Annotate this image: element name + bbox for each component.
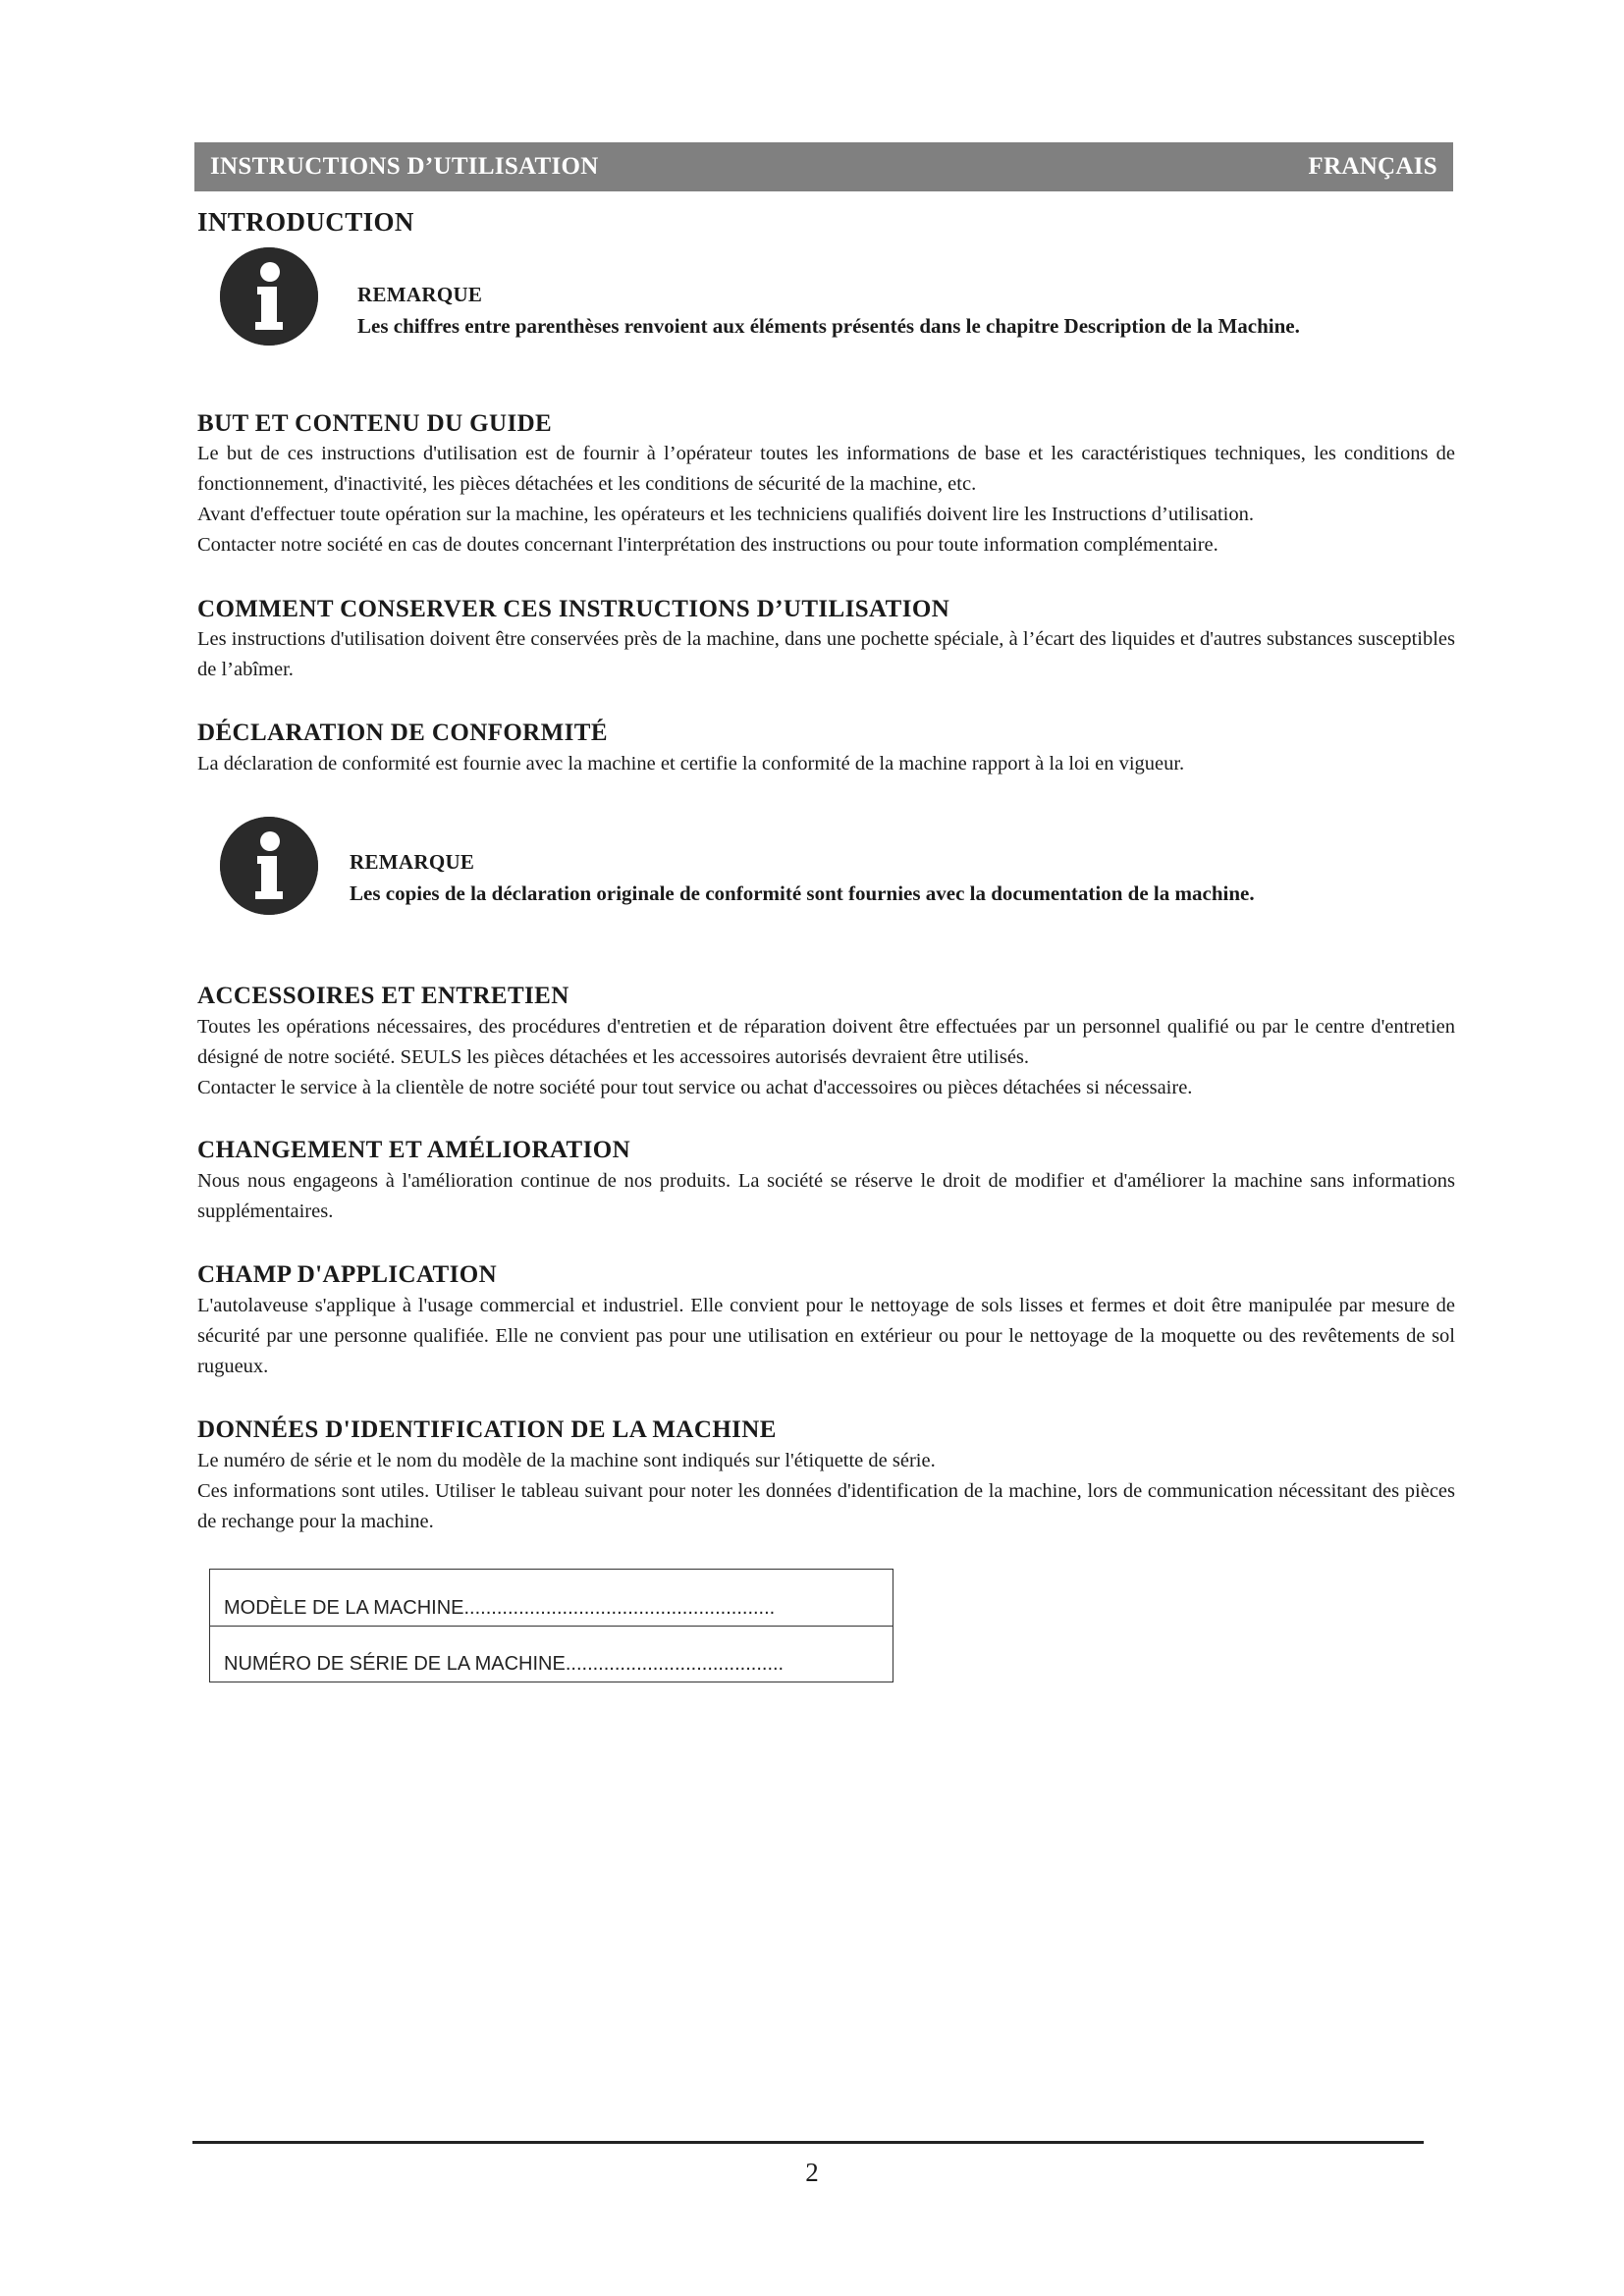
paragraph: Contacter le service à la clientèle de notre société pour tout service ou achat d'accessoires ou pièces détachées si nécessaire. <box>197 1077 1193 1098</box>
info-icon <box>220 247 318 346</box>
paragraph: Le but de ces instructions d'utilisation est de fournir à l’opérateur toutes les informations de base et les caractéristiques techniques, les conditions de fonctionnement, d'inactivité, les pièces détachées et les conditions de sécurité de la machine, etc. <box>197 443 1455 495</box>
note-text: Les chiffres entre parenthèses renvoient aux éléments présentés dans le chapitre Description de la Machine. <box>357 314 1300 338</box>
section-title-identification: DONNÉES D'IDENTIFICATION DE LA MACHINE <box>197 1416 777 1443</box>
paragraph: Avant d'effectuer toute opération sur la machine, les opérateurs et les techniciens qualifiés doivent lire les Instructions d’utilisation. <box>197 504 1254 525</box>
header-bar <box>194 142 1453 191</box>
footer-divider <box>192 2141 1424 2144</box>
section-title-scope: CHAMP D'APPLICATION <box>197 1261 498 1288</box>
section-title-guide: BUT ET CONTENU DU GUIDE <box>197 410 553 437</box>
section-title-declaration: DÉCLARATION DE CONFORMITÉ <box>197 720 608 746</box>
paragraph: La déclaration de conformité est fournie avec la machine et certifie la conformité de la machine rapport à la loi en vigueur. <box>197 753 1185 774</box>
paragraph: Nous nous engageons à l'amélioration continue de nos produits. La société se réserve le droit de modifier et d'améliorer la machine sans informations supplémentaires. <box>197 1170 1455 1222</box>
paragraph: Toutes les opérations nécessaires, des procédures d'entretien et de réparation doivent être effectuées par un personnel qualifié ou par le centre d'entretien désigné de notre société. SEULS les pièces détachées et les accessoires autorisés devraient être utilisés. <box>197 1016 1455 1068</box>
note-text: Les copies de la déclaration originale de conformité sont fournies avec la documentation de la machine. <box>350 881 1255 905</box>
header-title: INSTRUCTIONS D’UTILISATION <box>210 153 599 180</box>
section-body-identification <box>197 1446 1455 1537</box>
section-title-conserve: COMMENT CONSERVER CES INSTRUCTIONS D’UTILISATION <box>197 596 950 622</box>
paragraph: Ces informations sont utiles. Utiliser le tableau suivant pour noter les données d'identification de la machine, lors de communication nécessitant des pièces de rechange pour la machine. <box>197 1480 1455 1532</box>
model-field[interactable]: MODÈLE DE LA MACHINE......................................................... <box>224 1597 776 1619</box>
page-number: 2 <box>805 2158 819 2187</box>
identification-table <box>209 1569 893 1682</box>
section-body-change <box>197 1166 1455 1227</box>
paragraph: Le numéro de série et le nom du modèle de la machine sont indiqués sur l'étiquette de série. <box>197 1450 936 1471</box>
paragraph: L'autolaveuse s'applique à l'usage commercial et industriel. Elle convient pour le nettoyage de sols lisses et fermes et doit être manipulée par mesure de sécurité par une personne qualifiée. Elle ne convient pas pour une utilisation en extérieur ou pour le nettoyage de la moquette ou des revêtements de sol rugueux. <box>197 1295 1455 1377</box>
section-title-change: CHANGEMENT ET AMÉLIORATION <box>197 1137 631 1163</box>
note-title: REMARQUE <box>350 850 475 874</box>
note-title: REMARQUE <box>357 283 483 306</box>
header-language: FRANÇAIS <box>1308 153 1437 180</box>
serial-field[interactable]: NUMÉRO DE SÉRIE DE LA MACHINE........................................ <box>210 1626 893 1682</box>
paragraph: Les instructions d'utilisation doivent être conservées près de la machine, dans une pochette spéciale, à l’écart des liquides et d'autres substances susceptibles de l’abîmer. <box>197 628 1455 680</box>
section-body-scope <box>197 1291 1455 1382</box>
section-title-accessories: ACCESSOIRES ET ENTRETIEN <box>197 983 569 1009</box>
introduction-title: INTRODUCTION <box>197 207 414 237</box>
section-body-conserve <box>197 624 1455 685</box>
info-icon <box>220 817 318 915</box>
section-body-accessories <box>197 1012 1455 1103</box>
paragraph: Contacter notre société en cas de doutes concernant l'interprétation des instructions ou pour toute information complémentaire. <box>197 534 1218 556</box>
section-body-guide <box>197 439 1455 561</box>
section-body-declaration <box>197 749 1455 779</box>
